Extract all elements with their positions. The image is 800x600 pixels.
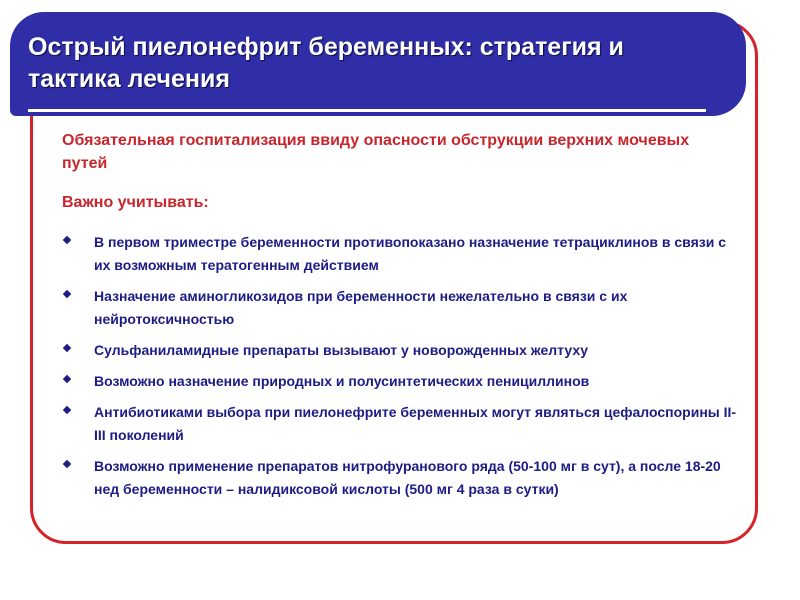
list-item xyxy=(60,231,740,277)
list-item xyxy=(60,285,740,331)
diamond-bullet-icon xyxy=(63,236,71,244)
title-underline xyxy=(28,109,706,112)
bullet-text: Возможно назначение природных и полусинтетических пенициллинов xyxy=(94,373,590,389)
slide-title: Острый пиелонефрит беременных: стратегия и тактика лечения xyxy=(28,33,624,93)
list-item xyxy=(60,339,740,362)
list-item xyxy=(60,455,740,501)
list-item xyxy=(60,370,740,393)
bullet-text: Сульфаниламидные препараты вызывают у новорожденных желтуху xyxy=(94,342,589,358)
bullet-text: Антибиотиками выбора при пиелонефрите беременных могут являться цефалоспорины II-III поколений xyxy=(94,404,737,443)
lead-statement: Обязательная госпитализация ввиду опасности обструкции верхних мочевых путей xyxy=(62,132,690,172)
diamond-bullet-icon xyxy=(63,460,71,468)
bullet-text: Возможно применение препаратов нитрофуранового ряда (50-100 мг в сут), а после 18-20 нед беременности – налидиксовой кислоты (500 мг 4 раза в сутки) xyxy=(94,458,721,497)
diamond-bullet-icon xyxy=(63,290,71,298)
subheading: Важно учитывать: xyxy=(62,194,209,211)
bullet-text: В первом триместре беременности противопоказано назначение тетрациклинов в связи с их возможным тератогенным действием xyxy=(94,234,726,273)
diamond-bullet-icon xyxy=(63,375,71,383)
list-item xyxy=(60,401,740,447)
bullet-list xyxy=(60,231,740,509)
diamond-bullet-icon xyxy=(63,406,71,414)
bullet-text: Назначение аминогликозидов при беременности нежелательно в связи с их нейротоксичностью xyxy=(94,288,628,327)
diamond-bullet-icon xyxy=(63,344,71,352)
